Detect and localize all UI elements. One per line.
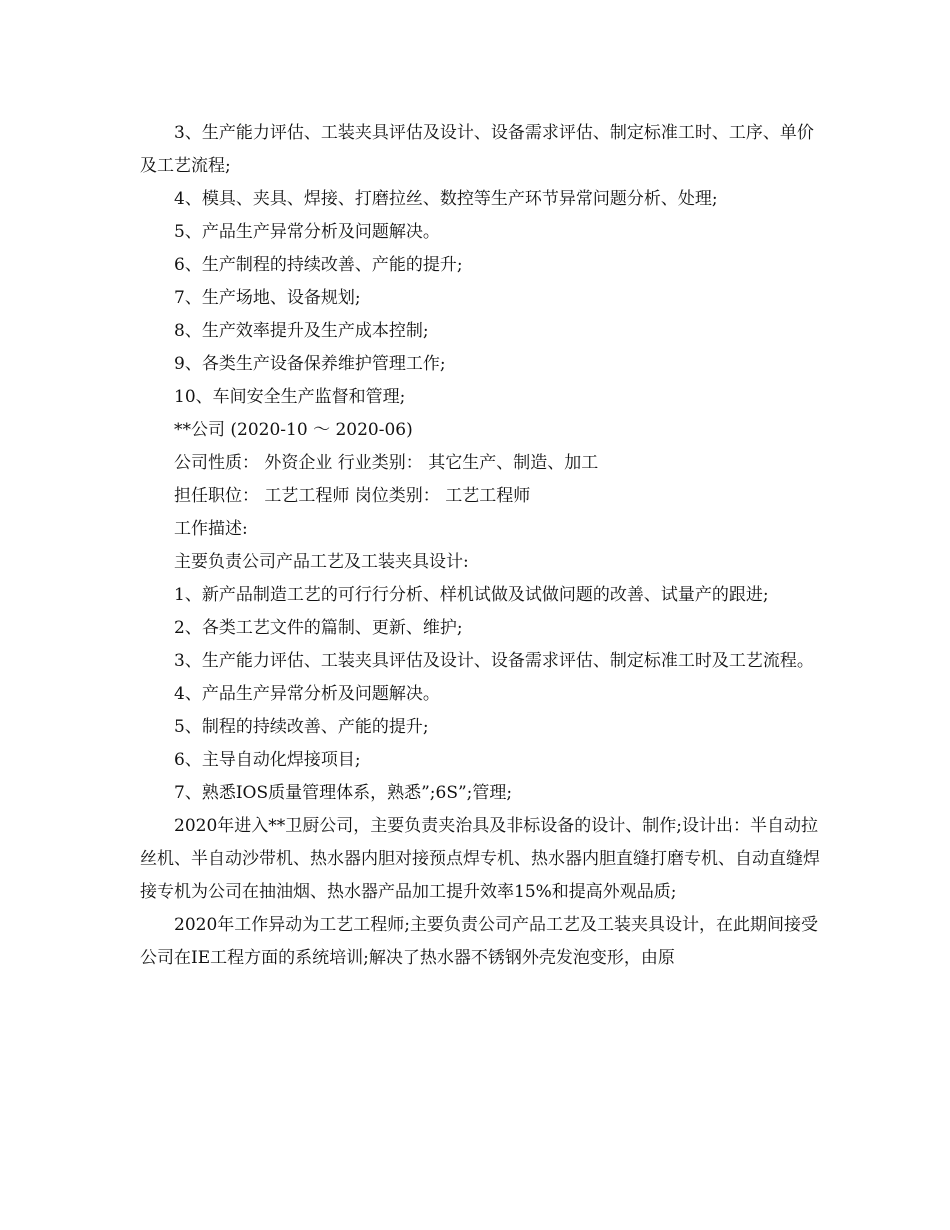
paragraph-15: 2、各类工艺文件的篇制、更新、维护; (174, 618, 463, 638)
experience-paragraph-1: 2020年进入**卫厨公司，主要负责夹治具及非标设备的设计、制作;设计出：半自动拉丝机、半自动沙带机、热水器内胆对接预点焊专机、热水器内胆直缝打磨专机、自动直缝焊接专机为公司在抽油烟、热水器产品加工提升效率15%和提高外观品质; (140, 816, 820, 902)
job-position: 担任职位： 工艺工程师 岗位类别： 工艺工程师 (174, 486, 531, 506)
experience-paragraph-2: 2020年工作异动为工艺工程师;主要负责公司产品工艺及工装夹具设计，在此期间接受公司在IE工程方面的系统培训;解决了热水器不锈钢外壳发泡变形，由原 (140, 915, 818, 968)
paragraph-18: 5、制程的持续改善、产能的提升; (174, 717, 429, 737)
paragraph-1: 3、生产能力评估、工装夹具评估及设计、设备需求评估、制定标准工时、工序、单价及工艺流程; (140, 123, 814, 176)
paragraph-5: 7、生产场地、设备规划; (174, 288, 361, 308)
paragraph-16: 3、生产能力评估、工装夹具评估及设计、设备需求评估、制定标准工时及工艺流程。 (174, 651, 814, 671)
company-period: **公司 (2020-10 ～ 2020-06) (174, 420, 413, 440)
job-summary: 主要负责公司产品工艺及工装夹具设计: (174, 552, 469, 572)
company-nature: 公司性质： 外资企业 行业类别： 其它生产、制造、加工 (174, 453, 599, 473)
paragraph-17: 4、产品生产异常分析及问题解决。 (174, 684, 440, 704)
paragraph-2: 4、模具、夹具、焊接、打磨拉丝、数控等生产环节异常问题分析、处理; (174, 189, 718, 209)
paragraph-19: 6、主导自动化焊接项目; (174, 750, 361, 770)
paragraph-7: 9、各类生产设备保养维护管理工作; (174, 354, 446, 374)
paragraph-3: 5、产品生产异常分析及问题解决。 (174, 222, 440, 242)
paragraph-20: 7、熟悉IOS质量管理体系，熟悉”;6S”;管理; (174, 783, 513, 803)
paragraph-6: 8、生产效率提升及生产成本控制; (174, 321, 429, 341)
paragraph-4: 6、生产制程的持续改善、产能的提升; (174, 255, 463, 275)
paragraph-14: 1、新产品制造工艺的可行行分析、样机试做及试做问题的改善、试量产的跟进; (174, 585, 769, 605)
paragraph-8: 10、车间安全生产监督和管理; (174, 387, 406, 407)
job-description-heading: 工作描述: (174, 519, 248, 539)
